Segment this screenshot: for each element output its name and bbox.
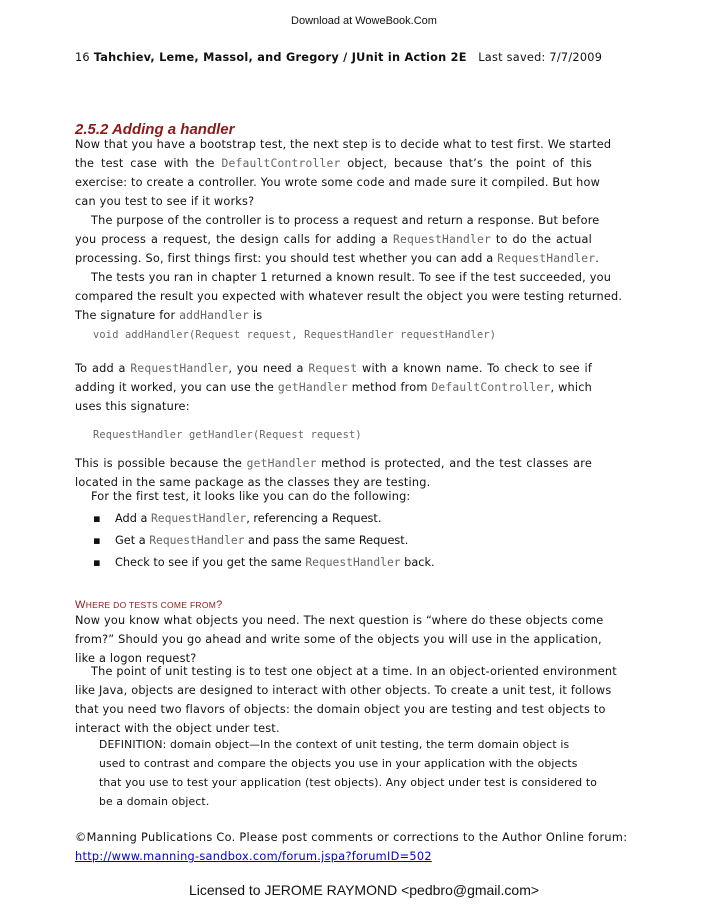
paragraph-6 <box>75 487 592 506</box>
text-run: Get a <box>115 534 150 547</box>
text-line <box>75 287 623 306</box>
inline-code: RequestHandler <box>392 233 491 246</box>
text-run: is <box>249 309 263 322</box>
text-line <box>75 154 592 173</box>
inline-code: RequestHandler <box>150 512 247 525</box>
inline-code: RequestHandler <box>497 252 596 265</box>
text-run: , which <box>550 381 592 394</box>
bullet-icon: ▪ <box>93 556 101 569</box>
license-line: Licensed to JEROME RAYMOND <pedbro@gmail.com> <box>188 882 540 898</box>
inline-code: DefaultController <box>431 381 551 394</box>
paragraph-1 <box>75 135 612 211</box>
text-run: and pass the same Request. <box>244 534 409 547</box>
paragraph-7 <box>75 611 604 668</box>
inline-code: Request <box>308 362 358 375</box>
code-add-handler: void addHandler(Request request, RequestHandler requestHandler) <box>93 329 497 341</box>
text-line <box>75 306 592 325</box>
text-line <box>75 135 612 154</box>
paragraph-2 <box>75 211 600 268</box>
heading-run: W <box>75 599 86 611</box>
text-run: compared the result you expected with whatever result the object you were testing returned. <box>75 290 623 303</box>
bullet-item-2 <box>93 534 408 547</box>
definition-line: DEFINITION: domain object—In the context of unit testing, the term domain object is <box>99 738 570 751</box>
text-line <box>75 211 600 230</box>
text-line <box>75 378 592 397</box>
text-run: The signature for <box>75 309 180 322</box>
text-run: exercise: to create a controller. You wrote some code and made sure it compiled. But how <box>75 176 601 189</box>
definition-line: be a domain object. <box>99 795 210 808</box>
text-run: from?” Should you go ahead and write some of the objects you will use in the application, <box>75 633 602 646</box>
text-line <box>75 611 604 630</box>
running-head <box>75 51 602 64</box>
text-run: interact with the object under test. <box>75 722 280 735</box>
definition-line: that you use to test your application (test objects). Any object under test is considered to <box>99 776 597 789</box>
bullet-icon: ▪ <box>93 534 101 547</box>
paragraph-3 <box>75 268 623 325</box>
text-line <box>75 249 600 268</box>
text-run: the test case with the <box>75 157 222 170</box>
code-get-handler: RequestHandler getHandler(Request request) <box>93 429 362 441</box>
text-line <box>75 630 602 649</box>
text-run: can you test to see if it works? <box>75 195 255 208</box>
paragraph-8 <box>75 662 617 738</box>
forum-link[interactable]: http://www.manning-sandbox.com/forum.jspa?forumID=502 <box>75 850 432 863</box>
last-saved: Last saved: 7/7/2009 <box>478 51 603 64</box>
text-run: that you need two flavors of objects: the domain object you are testing and test objects to <box>75 703 606 716</box>
inline-code: getHandler <box>246 457 317 470</box>
text-line <box>75 487 592 506</box>
text-run: Now you know what objects you need. The next question is “where do these objects come <box>75 614 604 627</box>
inline-code: getHandler <box>277 381 348 394</box>
text-run: like a logon request? <box>75 652 197 665</box>
text-run: , you need a <box>228 362 309 375</box>
heading-run: HERE DO TESTS COME FROM <box>85 600 217 610</box>
download-banner: Download at WoweBook.Com <box>291 15 437 27</box>
text-run: like Java, objects are designed to interact with other objects. To create a unit test, it follows <box>75 684 612 697</box>
text-run: uses this signature: <box>75 400 190 413</box>
text-run: processing. So, first things first: you should test whether you can add a <box>75 252 498 265</box>
definition-box <box>99 735 597 811</box>
paragraph-4 <box>75 359 592 416</box>
section-title: 2.5.2 Adding a handler <box>75 121 235 138</box>
text-run: adding it worked, you can use the <box>75 381 278 394</box>
text-run: to do the actual <box>490 233 592 246</box>
text-run: Now that you have a bootstrap test, the next step is to decide what to test first. We started <box>75 138 612 151</box>
text-line <box>75 230 592 249</box>
text-line <box>75 192 592 211</box>
text-run: Check to see if you get the same <box>115 556 306 569</box>
text-run: located in the same package as the classes they are testing. <box>75 476 431 489</box>
subsection-heading <box>75 599 223 611</box>
inline-code: DefaultController <box>221 157 341 170</box>
definition-line: used to contrast and compare the objects you use in your application with the objects <box>99 757 578 770</box>
heading-run: ? <box>216 599 223 611</box>
text-line <box>75 359 592 378</box>
text-run: you process a request, the design calls for adding a <box>75 233 393 246</box>
text-line <box>75 681 612 700</box>
inline-code: addHandler <box>179 309 250 322</box>
page-number: 16 <box>75 51 90 64</box>
text-run: The purpose of the controller is to process a request and return a response. But before <box>91 214 600 227</box>
text-run: method from <box>347 381 432 394</box>
text-line <box>75 700 606 719</box>
text-run: method is protected, and the test classes are <box>316 457 592 470</box>
text-line <box>75 662 617 681</box>
bullet-item-3 <box>93 556 435 569</box>
text-run: Add a <box>115 512 151 525</box>
text-line <box>75 173 601 192</box>
bullet-icon: ▪ <box>93 512 101 525</box>
text-run: with a known name. To check to see if <box>357 362 592 375</box>
inline-code: RequestHandler <box>149 534 245 547</box>
text-run: , referencing a Request. <box>246 512 382 525</box>
text-run: The point of unit testing is to test one object at a time. In an object-oriented environment <box>91 665 617 678</box>
inline-code: RequestHandler <box>130 362 229 375</box>
bullet-item-1 <box>93 512 381 525</box>
text-line <box>75 454 592 473</box>
text-run: . <box>595 252 600 265</box>
text-run: The tests you ran in chapter 1 returned a known result. To see if the test succeeded, you <box>91 271 612 284</box>
footer-copyright: ©Manning Publications Co. Please post comments or corrections to the Author Online forum: <box>75 831 628 844</box>
text-run: back. <box>400 556 435 569</box>
book-title: Tahchiev, Leme, Massol, and Gregory / JUnit in Action 2E <box>93 51 467 64</box>
text-line <box>75 268 612 287</box>
text-run: object, because that’s the point of this <box>340 157 592 170</box>
text-run: To add a <box>75 362 131 375</box>
text-line <box>75 397 592 416</box>
text-run: For the first test, it looks like you can do the following: <box>91 490 411 503</box>
inline-code: RequestHandler <box>305 556 401 569</box>
text-run: This is possible because the <box>75 457 247 470</box>
